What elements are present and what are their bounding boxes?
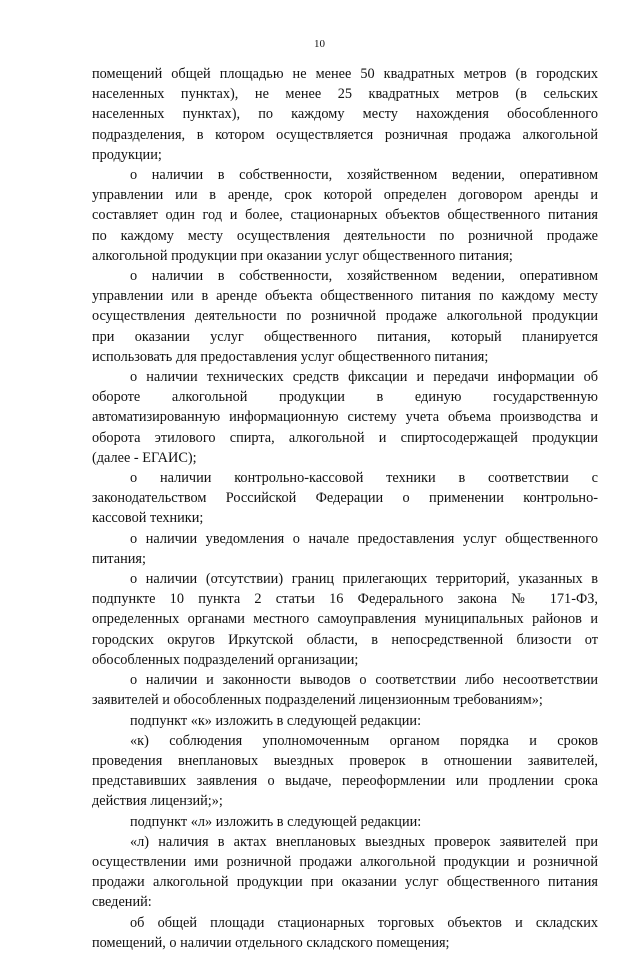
- document-body: [92, 64, 598, 953]
- text-line: населенных пунктах), по каждому месту нахождения обособленного: [92, 106, 598, 123]
- text-line: использовать для предоставления услуг общественного питания;: [92, 348, 489, 365]
- text-line: о наличии в собственности, хозяйственном ведении, оперативном: [130, 167, 598, 184]
- text-line: (далее - ЕГАИС);: [92, 449, 197, 466]
- text-line: об общей площади стационарных торговых объектов и складских: [130, 914, 598, 931]
- text-line: заявителей и обособленных подразделений лицензионным требованиям»;: [92, 692, 543, 709]
- text-line: осуществлении ими розничной продажи алкогольной продукции и розничной: [92, 853, 598, 870]
- text-line: проведения внеплановых выездных проверок в отношении заявителей,: [92, 752, 598, 769]
- text-line: подпункте 10 пункта 2 статьи 16 Федерального закона № 171-ФЗ,: [92, 591, 598, 608]
- text-line: «к) соблюдения уполномоченным органом порядка и сроков: [130, 732, 598, 749]
- text-line: обороте алкогольной продукции в единую государственную: [92, 389, 598, 406]
- text-line: законодательством Российской Федерации о применении контрольно-: [92, 490, 598, 507]
- text-line: продажи алкогольной продукции при оказании услуг общественного питания: [92, 874, 598, 891]
- text-line: сведений:: [92, 894, 152, 911]
- text-line: о наличии (отсутствии) границ прилегающих территорий, указанных в: [130, 571, 598, 588]
- text-line: при оказании услуг общественного питания, который планируется: [92, 328, 598, 345]
- text-line: управлении или в аренде, срок которой определен договором аренды и: [92, 187, 598, 204]
- text-line: помещений, о наличии отдельного складского помещения;: [92, 934, 450, 951]
- text-line: составляет один год и более, стационарных объектов общественного питания: [92, 207, 598, 224]
- text-line: о наличии и законности выводов о соответствии либо несоответствии: [130, 672, 598, 689]
- text-line: подпункт «л» изложить в следующей редакции:: [130, 813, 422, 830]
- text-line: автоматизированную информационную систему учета объема производства и: [92, 409, 598, 426]
- text-line: питания;: [92, 550, 146, 567]
- text-line: кассовой техники;: [92, 510, 204, 527]
- text-line: населенных пунктах), не менее 25 квадратных метров (в сельских: [92, 86, 598, 103]
- text-line: городских округов Иркутской области, в непосредственной близости от: [92, 631, 598, 648]
- text-line: управлении или в аренде объекта общественного питания по каждому месту: [92, 288, 598, 305]
- text-line: определенных органами местного самоуправления муниципальных районов и: [92, 611, 598, 628]
- text-line: помещений общей площадью не менее 50 квадратных метров (в городских: [92, 66, 598, 82]
- text-line: о наличии технических средств фиксации и передачи информации об: [130, 369, 598, 386]
- text-line: о наличии уведомления о начале предоставления услуг общественного: [130, 530, 598, 547]
- page-number: 10: [314, 38, 325, 50]
- text-line: о наличии в собственности, хозяйственном ведении, оперативном: [130, 268, 598, 285]
- text-line: подпункт «к» изложить в следующей редакции:: [130, 712, 422, 729]
- text-line: о наличии контрольно-кассовой техники в соответствии с: [130, 470, 598, 487]
- text-line: подразделения, в котором осуществляется розничная продажа алкогольной: [92, 126, 598, 143]
- text-line: осуществления деятельности по розничной продаже алкогольной продукции: [92, 308, 598, 325]
- text-line: по каждому месту осуществления деятельности по розничной продаже: [92, 227, 598, 244]
- text-line: действия лицензий;»;: [92, 793, 223, 810]
- text-line: алкогольной продукции при оказании услуг общественного питания;: [92, 247, 513, 264]
- text-line: оборота этилового спирта, алкогольной и спиртосодержащей продукции: [92, 429, 598, 446]
- text-line: продукции;: [92, 146, 162, 163]
- text-line: представивших заявления о выдаче, переоформлении или продлении срока: [92, 773, 598, 790]
- text-line: «л) наличия в актах внеплановых выездных проверок заявителей при: [130, 833, 598, 850]
- text-line: обособленных подразделений организации;: [92, 651, 359, 668]
